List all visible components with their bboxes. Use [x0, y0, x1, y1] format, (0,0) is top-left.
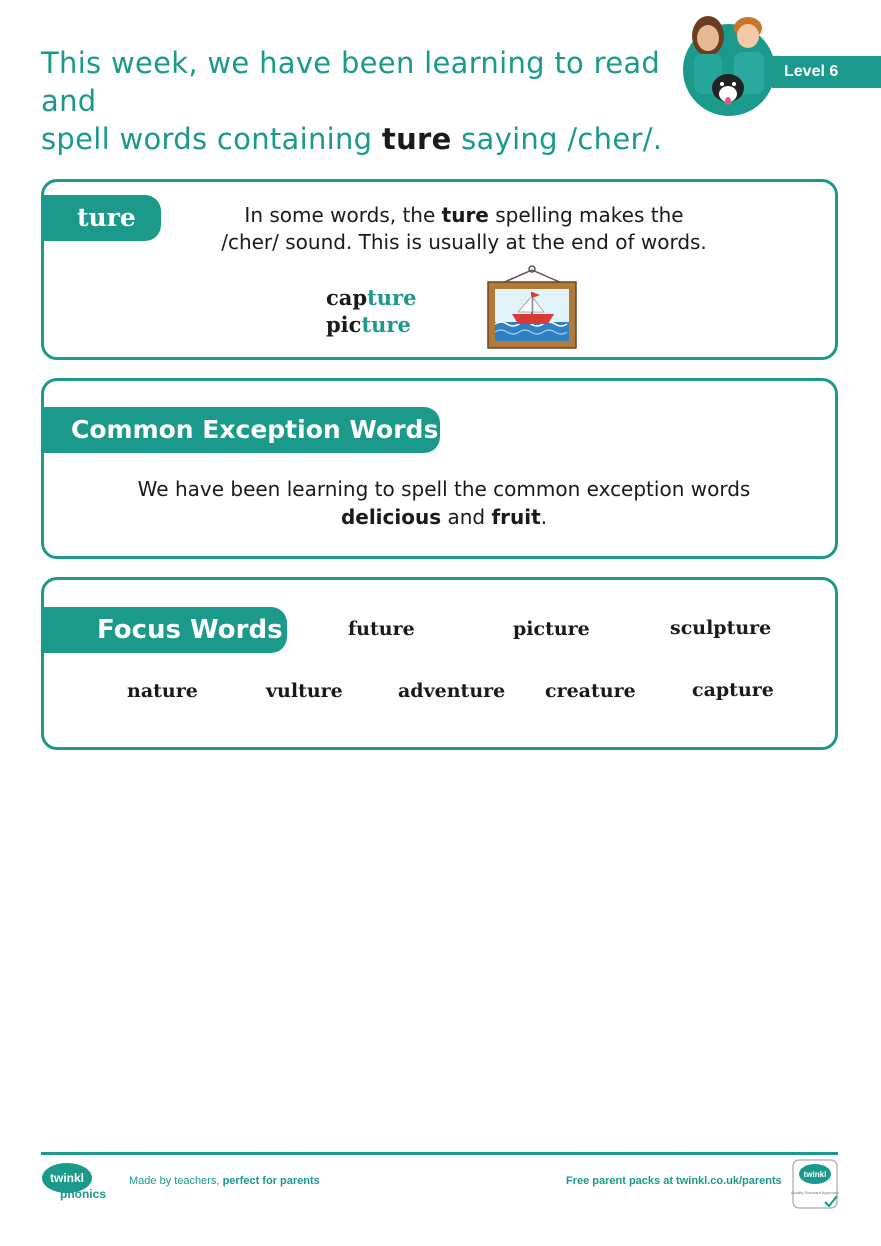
intro-heading: [41, 44, 681, 158]
quality-text: Quality Standard Approved: [791, 1190, 839, 1195]
explain-line2: /cher/ sound. This is usually at the end of words.: [221, 230, 707, 254]
footer-divider: [41, 1152, 838, 1155]
common-exception-tag: Common Exception Words: [41, 407, 440, 453]
focus-words-section: [41, 577, 838, 750]
exception-and: and: [441, 505, 492, 529]
made-by-bold: perfect for parents: [222, 1175, 320, 1187]
exception-period: .: [540, 505, 548, 529]
focus-word-vulture: vulture: [266, 680, 343, 702]
intro-line2-post: saying /cher/.: [451, 122, 663, 156]
made-by-pre: Made by teachers,: [129, 1175, 223, 1187]
focus-word-capture: capture: [692, 679, 774, 701]
explain-post: spelling makes the: [488, 203, 684, 227]
quality-standard-badge-icon: [791, 1158, 839, 1210]
explain-bold: ture: [441, 203, 489, 227]
example-stem: cap: [326, 285, 368, 310]
logo-top-text: twinkl: [49, 1171, 85, 1185]
ture-section: [41, 179, 838, 360]
example-word-picture: [326, 312, 411, 337]
exception-line1: We have been learning to spell the common exception words: [137, 477, 751, 501]
example-ending: ture: [361, 312, 411, 337]
framed-boat-picture-icon: [484, 264, 580, 352]
logo-bottom-text: phonics: [59, 1187, 107, 1201]
ture-tag: ture: [41, 195, 161, 241]
focus-word-sculpture: sculpture: [670, 617, 772, 639]
twinkl-phonics-logo: [41, 1160, 113, 1208]
example-ending: ture: [367, 285, 417, 310]
explain-pre: In some words, the: [244, 203, 442, 227]
intro-line2-pre: spell words containing: [41, 122, 382, 156]
free-parent-packs-link[interactable]: Free parent packs at twinkl.co.uk/parents: [566, 1175, 782, 1187]
intro-line1: This week, we have been learning to read and: [41, 46, 661, 118]
quality-logo-text: twinkl: [803, 1170, 827, 1179]
focus-word-adventure: adventure: [398, 680, 506, 702]
focus-word-future: future: [348, 618, 415, 640]
example-stem: pic: [326, 312, 362, 337]
children-and-dog-illustration: [680, 8, 778, 118]
ture-explanation: [184, 202, 744, 256]
intro-line2-bold: ture: [381, 122, 452, 156]
exception-word-delicious: delicious: [340, 505, 442, 529]
common-exception-section: [41, 378, 838, 559]
level-badge: Level 6: [772, 56, 881, 88]
example-word-capture: [326, 285, 416, 310]
exception-word-fruit: fruit: [491, 505, 541, 529]
focus-words-tag: Focus Words: [41, 607, 287, 653]
common-exception-text: [104, 475, 784, 531]
focus-word-nature: nature: [127, 680, 198, 702]
focus-word-creature: creature: [545, 680, 636, 702]
made-by-text: [129, 1175, 320, 1187]
focus-word-picture: picture: [513, 618, 590, 640]
